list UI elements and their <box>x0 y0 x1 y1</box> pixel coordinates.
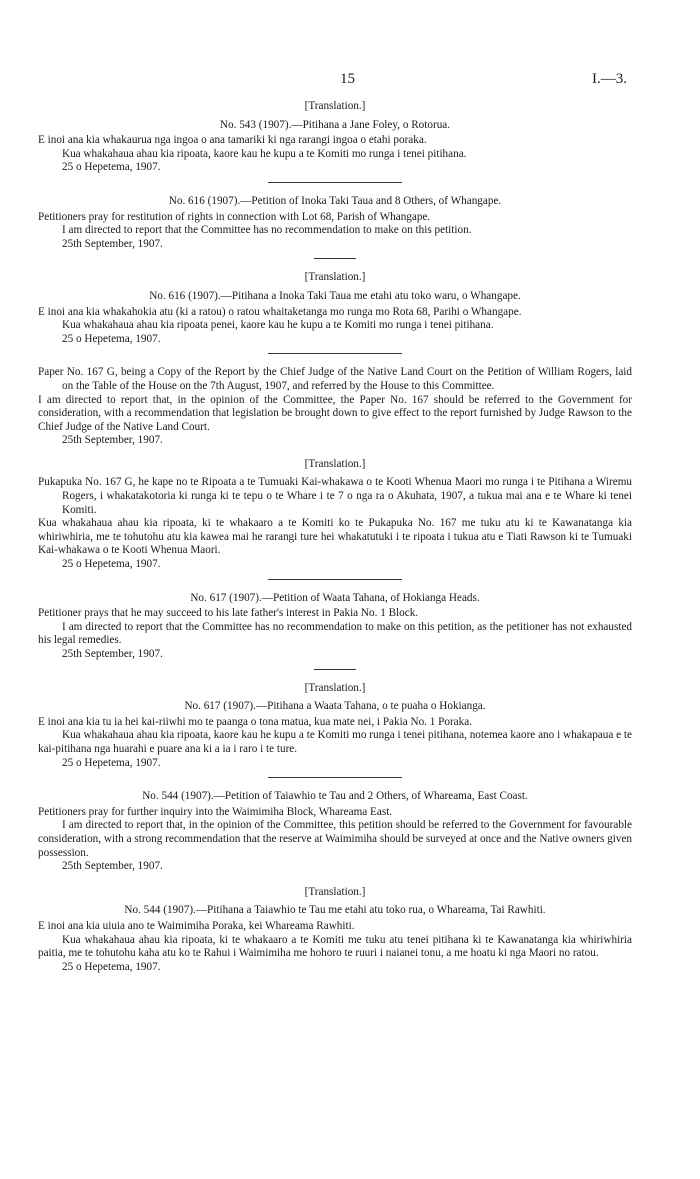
petition-prayer: Petitioners pray for restitution of rights in connection with Lot 68, Parish of Whangape. <box>38 210 431 223</box>
petition-616-translation <box>38 271 632 354</box>
petition-heading: No. 616 (1907).—Pitihana a Inoka Taki Taua me etahi atu toko waru, o Whangape. <box>149 289 521 302</box>
translation-label: [Translation.] <box>304 885 366 898</box>
paper-heading: Paper No. 167 G, being a Copy of the Report by the Chief Judge of the Native Land Court on the Petition of William Rogers, laid on the Table of the House on the 7th August, 1907, and referred by the House to this Committee. <box>38 366 632 392</box>
report-date: 25th September, 1907. <box>62 434 163 447</box>
document-body <box>38 100 632 974</box>
committee-report: Kua whakahaua ahau kia ripoata, kaore kau he kupu a te Komiti mo runga i tenei pitihana, notemea kaore ano i whakapaua e te kai-pitihana nga huarahi e puare ana ki a ia i raro i te ture. <box>38 729 632 755</box>
translation-label: [Translation.] <box>304 100 366 112</box>
committee-report: I am directed to report that the Committee has no recommendation to make on this petition, as the petitioner has not exhausted his legal remedies. <box>38 620 632 647</box>
petition-544-translation <box>38 886 632 975</box>
document-reference: I.—3. <box>592 71 627 87</box>
report-date: 25 o Hepetema, 1907. <box>62 332 161 345</box>
paper-167g-translation <box>38 458 632 580</box>
petition-616 <box>38 195 632 259</box>
translation-label: [Translation.] <box>304 457 366 470</box>
report-date: 25 o Hepetema, 1907. <box>62 756 161 769</box>
committee-report: Kua whakahaua ahau kia ripoata penei, kaore kau he kupu a te Komiti mo runga i tenei pitihana. <box>62 319 494 332</box>
petition-heading: No. 617 (1907).—Petition of Waata Tahana, of Hokianga Heads. <box>190 591 480 604</box>
committee-report: Kua whakahaua ahau kia ripoata, ki te whakaaro a te Komiti me tuku atu tenei pitihana ki te Kawanatanga kia whiriwhiria paitia, me te tohutohu kaha atu ko te Rahui i Waimimiha me hohoro te ruuri i naianei tonu, a me hoatu ki nga Maori no ratou. <box>38 933 632 960</box>
petition-heading: No. 616 (1907).—Petition of Inoka Taki Taua and 8 Others, of Whangape. <box>168 194 502 207</box>
petition-543-translation <box>38 100 632 183</box>
paper-heading: Pukapuka No. 167 G, he kape no te Ripoata a te Tumuaki Kai-whakawa o te Kooti Whenua Maori mo runga i te Pitihana a Wiremu Rogers, i whakatakotoria ki runga ki te tepu o te Whare i te 7 o nga ra o Akuhata, 1907, a tukua mai ana e te Whare ki tenei Komiti. <box>38 476 632 516</box>
petition-prayer: E inoi ana kia whakaurua nga ingoa o ana tamariki ki nga rarangi ingoa o etahi poraka. <box>38 134 427 147</box>
petition-heading: No. 543 (1907).—Pitihana a Jane Foley, o Rotorua. <box>219 118 451 131</box>
page-number: 15 <box>340 71 355 87</box>
paper-167g <box>38 366 632 448</box>
report-date: 25 o Hepetema, 1907. <box>62 161 161 174</box>
petition-heading: No. 544 (1907).—Petition of Taiawhio te Tau and 2 Others, of Whareama, East Coast. <box>142 790 528 803</box>
petition-prayer: E inoi ana kia tu ia hei kai-riiwhi mo te paanga o tona matua, kua mate nei, i Pakia No. 1 Poraka. <box>38 715 473 728</box>
translation-label: [Translation.] <box>304 271 366 284</box>
report-date: 25th September, 1907. <box>62 237 163 250</box>
report-date: 25 o Hepetema, 1907. <box>62 558 161 571</box>
page-header <box>0 73 700 91</box>
translation-label: [Translation.] <box>304 681 366 694</box>
committee-report: Kua whakahaua ahau kia ripoata, kaore kau he kupu a te Komiti mo runga i tenei pitihana. <box>62 147 467 160</box>
report-date: 25 o Hepetema, 1907. <box>62 960 161 973</box>
petition-617-translation <box>38 682 632 779</box>
petition-prayer: Petitioners pray for further inquiry into the Waimimiha Block, Whareama East. <box>38 805 393 818</box>
report-date: 25th September, 1907. <box>62 648 163 660</box>
committee-report: I am directed to report that, in the opinion of the Committee, this petition should be referred to the Government for favourable consideration, with a strong recommendation that the reserve at Waimimiha should be surveyed at once and the Native owners given possession. <box>38 819 632 859</box>
petition-544 <box>38 790 632 874</box>
committee-report: I am directed to report that the Committee has no recommendation to make on this petition. <box>62 224 472 237</box>
petition-heading: No. 617 (1907).—Pitihana a Waata Tahana, o te puaha o Hokianga. <box>184 700 486 713</box>
report-date: 25th September, 1907. <box>62 860 163 873</box>
petition-617 <box>38 592 632 670</box>
petition-prayer: E inoi ana kia whakahokia atu (ki a ratou) o ratou whaitaketanga mo runga mo Rota 68, Parihi o Whangape. <box>38 305 522 318</box>
committee-report: I am directed to report that, in the opinion of the Committee, the Paper No. 167 should be referred to the Government for consideration, with a recommendation that legislation be brought down to give effect to the report furnished by Judge Rawson to the Chief Judge of the Native Land Court. <box>38 393 632 433</box>
petition-prayer: Petitioner prays that he may succeed to his late father's interest in Pakia No. 1 Block. <box>38 607 419 620</box>
petition-heading: No. 544 (1907).—Pitihana a Taiawhio te Tau me etahi atu toko rua, o Whareama, Tai Rawhiti. <box>124 904 546 917</box>
petition-prayer: E inoi ana kia uiuia ano te Waimimiha Poraka, kei Whareama Rawhiti. <box>38 919 355 932</box>
committee-report: Kua whakahaua ahau kia ripoata, ki te whakaaro a te Komiti ko te Pukapuka No. 167 me tuku atu ki te Kawanatanga kia whiriwhiria, me te tohutohu atu kia kawea mai he rarangi ture hei whakatutuki i te ripoata i tukua atu e Tiati Rawson ki te Tumuaki Kai-whakawa o te Kooti Whenua Maori. <box>38 517 632 557</box>
